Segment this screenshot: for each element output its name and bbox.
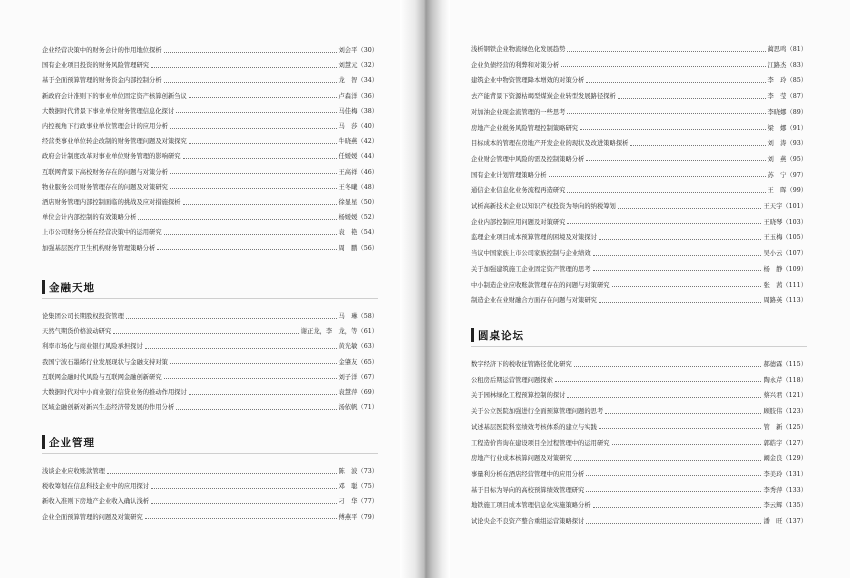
section-marker bbox=[42, 435, 45, 449]
leader-dots bbox=[599, 302, 762, 303]
entry-author-page: 汤依帆（71） bbox=[338, 404, 378, 412]
entry-author-page: 梁 娜（91） bbox=[767, 124, 807, 132]
leader-dots bbox=[145, 348, 337, 349]
entry-title: 工程造价咨询在建设项目全过程管理中的运用研究 bbox=[471, 439, 610, 447]
toc-entry[interactable] bbox=[42, 182, 378, 194]
toc-entry[interactable] bbox=[471, 201, 807, 213]
leader-dots bbox=[574, 460, 762, 461]
toc-entry[interactable] bbox=[471, 280, 807, 292]
leader-dots bbox=[586, 491, 761, 492]
entry-author-page: 王 晖（99） bbox=[767, 187, 807, 195]
entry-title: 物业服务公司财务管理存在的问题及对策研究 bbox=[42, 183, 168, 191]
leader-dots bbox=[189, 394, 337, 395]
entry-title: 监理企业项目成本预算管理的困境及对策探讨 bbox=[471, 234, 597, 242]
leader-dots bbox=[612, 286, 762, 287]
toc-entry[interactable] bbox=[471, 123, 807, 135]
entry-title: 关于加强建筑施工企业固定资产管理的思考 bbox=[471, 265, 591, 273]
leader-dots bbox=[599, 428, 762, 429]
section-heading bbox=[471, 326, 524, 344]
section-title: 金融天地 bbox=[49, 281, 95, 294]
entry-author-page: 管 新（125） bbox=[763, 423, 807, 431]
leader-dots bbox=[593, 270, 762, 271]
leader-dots bbox=[157, 249, 336, 250]
entry-title: 关于公立医院加强进行全面预算管理问题的思考 bbox=[471, 408, 604, 416]
toc-entry[interactable] bbox=[471, 500, 807, 512]
entry-title: 企业内部控制应用问题及对策研究 bbox=[471, 218, 566, 226]
section-heading bbox=[42, 278, 95, 296]
toc-entry[interactable] bbox=[42, 91, 378, 103]
entry-title: 对加油企业现金流管理的一些思考 bbox=[471, 108, 566, 116]
entry-author-page: 金肇友（65） bbox=[338, 358, 378, 366]
entry-title: 互联网金融时代风险与互联网金融创新研究 bbox=[42, 373, 162, 381]
entry-title: 大数据时代对中小商业银行信贷业务的推动作用探讨 bbox=[42, 389, 187, 396]
toc-entry[interactable] bbox=[471, 406, 807, 418]
toc-entry[interactable] bbox=[42, 311, 378, 323]
entry-title: 当议中国家族上市公司家族控制与企业绩效 bbox=[471, 250, 591, 258]
entry-title: 基于全面预算管理的财务资金内部控制分析 bbox=[42, 77, 162, 85]
toc-entry[interactable] bbox=[471, 375, 807, 387]
leader-dots bbox=[618, 208, 762, 209]
leader-dots bbox=[164, 82, 337, 83]
toc-entry[interactable] bbox=[471, 60, 807, 72]
entry-author-page: 郝德霖（115） bbox=[763, 361, 807, 368]
leader-dots bbox=[618, 98, 766, 99]
leader-dots bbox=[586, 523, 761, 524]
entry-author-page: 王玉梅（105） bbox=[763, 234, 807, 242]
entry-title: 互联网背景下高校财务存在的问题与对策分析 bbox=[42, 168, 168, 176]
section-marker bbox=[42, 280, 45, 294]
leader-dots bbox=[567, 192, 765, 193]
entry-title: 我国宁波石墨烯行业发展现状与金融支持对策 bbox=[42, 358, 168, 366]
toc-entry[interactable] bbox=[42, 243, 378, 255]
entry-author-page: 周路英（113） bbox=[763, 297, 807, 305]
leader-dots bbox=[612, 444, 762, 445]
entry-author-page: 牛晓燕（42） bbox=[338, 138, 378, 146]
leader-dots bbox=[189, 143, 337, 144]
leader-dots bbox=[113, 333, 298, 334]
toc-entry[interactable] bbox=[471, 359, 807, 371]
toc-entry[interactable] bbox=[471, 107, 807, 119]
entry-author-page: 陈 波（73） bbox=[338, 468, 378, 475]
entry-title: 事量利分析在酒店经营管理中的应用分析 bbox=[471, 470, 585, 478]
entry-author-page: 杨 静（109） bbox=[763, 265, 807, 273]
leader-dots bbox=[555, 381, 762, 382]
entry-author-page: 陶永芹（118） bbox=[763, 376, 807, 384]
leader-dots bbox=[593, 255, 762, 256]
leader-dots bbox=[586, 475, 761, 476]
entry-title: 企业全面预算管理的问题及对策研究 bbox=[42, 513, 143, 521]
entry-title: 国有企业项目投资的财务风险管理研究 bbox=[42, 62, 150, 70]
entry-title: 浅析钢铁企业物流绿色化发展趋势 bbox=[471, 46, 566, 53]
entry-author-page: 吴小云（107） bbox=[763, 250, 807, 258]
entry-title: 房地产行业成本核算问题及对策研究 bbox=[471, 455, 572, 463]
entry-title: 基于目标为导向的高校预算绩效管理研究 bbox=[471, 486, 585, 494]
toc-entry[interactable] bbox=[42, 341, 378, 353]
entry-author-page: 顾肢伟（123） bbox=[763, 408, 807, 416]
toc-entry[interactable] bbox=[471, 232, 807, 244]
entry-author-page: 袁慧萍（69） bbox=[338, 389, 378, 396]
toc-entry[interactable] bbox=[471, 453, 807, 465]
leader-dots bbox=[630, 145, 765, 146]
toc-entry[interactable] bbox=[42, 167, 378, 179]
entry-title: 新收入准则下房地产企业收入确认浅析 bbox=[42, 498, 150, 506]
leader-dots bbox=[561, 66, 765, 67]
toc-entry[interactable] bbox=[471, 44, 807, 56]
entry-author-page: 王高祥（46） bbox=[338, 168, 378, 176]
leader-dots bbox=[574, 366, 762, 367]
toc-entry[interactable] bbox=[471, 295, 807, 307]
leader-dots bbox=[126, 318, 337, 319]
entry-author-page: 蔡兴君（121） bbox=[763, 392, 807, 400]
toc-entry[interactable] bbox=[471, 264, 807, 276]
entry-title: 大数据时代背景下事业单位财务管理信息化探讨 bbox=[42, 107, 175, 115]
toc-entry[interactable] bbox=[42, 481, 378, 493]
entry-title: 房地产企业税务风险管理控制策略研究 bbox=[471, 124, 579, 132]
entry-author-page: 马 莎（40） bbox=[338, 123, 378, 130]
entry-title: 去产能背景下资源枯竭型煤炭企业转型发展路径探析 bbox=[471, 93, 616, 101]
leader-dots bbox=[170, 363, 337, 364]
entry-title: 数字经济下的税收征管路径优化研究 bbox=[471, 361, 572, 368]
toc-entry[interactable] bbox=[42, 151, 378, 163]
toc-entry[interactable] bbox=[42, 402, 378, 414]
toc-entry[interactable] bbox=[471, 469, 807, 481]
toc-entry[interactable] bbox=[42, 372, 378, 384]
toc-entry[interactable] bbox=[42, 387, 378, 399]
toc-entry[interactable] bbox=[42, 60, 378, 72]
entry-author-page: 李晓娜（89） bbox=[767, 108, 807, 116]
toc-entry[interactable] bbox=[471, 390, 807, 402]
toc-entry[interactable] bbox=[471, 185, 807, 197]
toc-entry[interactable] bbox=[471, 138, 807, 150]
entry-title: 浅谈企业应收账款管理 bbox=[42, 468, 105, 475]
section-rule bbox=[42, 298, 378, 299]
section-rule bbox=[42, 453, 378, 454]
entry-author-page: 苏 宁（97） bbox=[767, 171, 807, 179]
entry-title: 公租房后期运营管理问题探索 bbox=[471, 376, 553, 384]
entry-author-page: 潘 旺（137） bbox=[763, 518, 807, 525]
entry-author-page: 张 茜（111） bbox=[763, 281, 807, 289]
leader-dots bbox=[549, 176, 766, 177]
book-gutter bbox=[400, 0, 450, 578]
entry-title: 地铁施工项目成本管理信息化实施策略分析 bbox=[471, 502, 591, 510]
entry-title: 内控视角下行政事业单位管理会计的应用分析 bbox=[42, 123, 168, 130]
entry-title: 酒店财务管理内部控制面临的挑战及应对措施探析 bbox=[42, 199, 181, 206]
entry-title: 加强基层医疗卫生机构财务管理策略分析 bbox=[42, 244, 156, 252]
entry-author-page: 李秀萍（133） bbox=[763, 486, 807, 494]
toc-entry[interactable] bbox=[42, 496, 378, 508]
leader-dots bbox=[170, 173, 337, 174]
entry-title: 企业负债经营的利弊和对策分析 bbox=[471, 61, 560, 69]
toc-entry[interactable] bbox=[471, 438, 807, 450]
entry-author-page: 刘子洋（67） bbox=[338, 373, 378, 381]
entry-author-page: 徐显星（50） bbox=[338, 199, 378, 206]
toc-entry[interactable] bbox=[42, 326, 378, 338]
entry-title: 国有企业计划管理策略分析 bbox=[471, 171, 547, 179]
entry-author-page: 王晓琴（103） bbox=[763, 218, 807, 226]
leader-dots bbox=[107, 473, 337, 474]
entry-title: 上市公司财务分析在经营决策中的运用研究 bbox=[42, 229, 162, 237]
leader-dots bbox=[151, 503, 336, 504]
leader-dots bbox=[580, 129, 765, 130]
toc-entry[interactable] bbox=[42, 357, 378, 369]
leader-dots bbox=[586, 82, 765, 83]
entry-author-page: 刘会平（30） bbox=[338, 47, 378, 54]
entry-author-page: 刘慧元（32） bbox=[338, 62, 378, 70]
toc-entry[interactable] bbox=[42, 106, 378, 118]
entry-author-page: 刁 华（77） bbox=[338, 498, 378, 506]
leader-dots bbox=[567, 397, 761, 398]
section-heading bbox=[42, 433, 95, 451]
entry-author-page: 马佳梅（38） bbox=[338, 107, 378, 115]
entry-title: 单位会计内部控制的有效策略分析 bbox=[42, 214, 137, 222]
leader-dots bbox=[170, 188, 337, 189]
entry-title: 建筑企业中物资管理降本增效的对策分析 bbox=[471, 77, 585, 85]
leader-dots bbox=[567, 113, 765, 114]
entry-author-page: 李云辉（135） bbox=[763, 502, 807, 510]
entry-author-page: 周 鹏（56） bbox=[338, 244, 378, 252]
leader-dots bbox=[567, 223, 761, 224]
entry-author-page: 李 玲（85） bbox=[767, 77, 807, 85]
entry-title: 通信企业信息化业务流程再造研究 bbox=[471, 187, 566, 195]
leader-dots bbox=[164, 378, 337, 379]
leader-dots bbox=[189, 97, 337, 98]
leader-dots bbox=[138, 219, 336, 220]
entry-title: 政府会计制度改革对事业单位财务管理的影响研究 bbox=[42, 153, 181, 161]
entry-author-page: 王天宇（101） bbox=[763, 203, 807, 210]
leader-dots bbox=[151, 488, 336, 489]
leader-dots bbox=[599, 239, 762, 240]
entry-author-page: 李 莹（87） bbox=[767, 93, 807, 101]
entry-title: 税收筹划在信息科技企业中的应用探讨 bbox=[42, 483, 150, 491]
toc-entry[interactable] bbox=[471, 75, 807, 87]
leader-dots bbox=[176, 409, 336, 410]
entry-author-page: 谢正龙，李 龙，等（61） bbox=[300, 328, 378, 336]
entry-title: 利率市场化与商业银行风险承担探讨 bbox=[42, 343, 143, 351]
entry-author-page: 袁 艳（54） bbox=[338, 229, 378, 237]
leader-dots bbox=[145, 518, 337, 519]
entry-author-page: 卢森洋（36） bbox=[338, 92, 378, 100]
entry-author-page: 龙 智（34） bbox=[338, 77, 378, 85]
leader-dots bbox=[164, 234, 337, 235]
entry-title: 目标成本的管理在房地产开发企业的现状及改进策略探析 bbox=[471, 140, 629, 148]
leader-dots bbox=[593, 507, 762, 508]
leader-dots bbox=[170, 128, 337, 129]
section-title: 圆桌论坛 bbox=[478, 329, 524, 342]
entry-title: 区域金融创新对新兴生态经济带发展的作用分析 bbox=[42, 404, 175, 412]
leader-dots bbox=[567, 51, 765, 52]
section-title: 企业管理 bbox=[49, 436, 95, 449]
entry-author-page: 黄光敏（63） bbox=[338, 343, 378, 351]
entry-author-page: 邓 聪（75） bbox=[338, 483, 378, 491]
toc-entry[interactable] bbox=[42, 45, 378, 57]
entry-title: 制造企业在业财融合方面存在问题与对策研究 bbox=[471, 297, 597, 305]
toc-entry[interactable] bbox=[471, 170, 807, 182]
entry-title: 中小制造企业应收账款管理存在的问题与对策研究 bbox=[471, 281, 610, 289]
entry-title: 试论央企不良资产整合重组运营策略探讨 bbox=[471, 518, 585, 525]
leader-dots bbox=[151, 67, 336, 68]
toc-entry[interactable] bbox=[42, 197, 378, 209]
leader-dots bbox=[176, 112, 336, 113]
toc-entry[interactable] bbox=[471, 516, 807, 528]
leader-dots bbox=[183, 204, 337, 205]
entry-title: 关于园林绿化工程预算控制的探讨 bbox=[471, 392, 566, 400]
entry-author-page: 刘 燕（95） bbox=[767, 155, 807, 163]
entry-author-page: 刘 涛（93） bbox=[767, 140, 807, 148]
entry-title: 经营类事业单位转企改制的财务管理问题及对策探究 bbox=[42, 138, 187, 146]
entry-author-page: 任媛媛（44） bbox=[338, 153, 378, 161]
entry-title: 天然气期货价格波动研究 bbox=[42, 328, 112, 336]
entry-author-page: 蔺思鸣（81） bbox=[767, 46, 807, 53]
section-rule bbox=[471, 346, 807, 347]
toc-entry[interactable] bbox=[471, 485, 807, 497]
entry-author-page: 江路杰（83） bbox=[767, 61, 807, 69]
entry-author-page: 傅燕平（79） bbox=[338, 513, 378, 521]
toc-entry[interactable] bbox=[471, 422, 807, 434]
entry-title: 试析高新技术企业以知识产权投资为导向的纳税筹划 bbox=[471, 203, 616, 210]
leader-dots bbox=[586, 160, 765, 161]
section-marker bbox=[471, 328, 474, 342]
entry-author-page: 李美玲（131） bbox=[763, 470, 807, 478]
toc-entry[interactable] bbox=[42, 212, 378, 224]
toc-entry[interactable] bbox=[42, 227, 378, 239]
entry-author-page: 王冬曦（48） bbox=[338, 183, 378, 191]
entry-author-page: 郭皓宇（127） bbox=[763, 439, 807, 447]
toc-entry[interactable] bbox=[471, 154, 807, 166]
leader-dots bbox=[183, 158, 337, 159]
entry-title: 企业经营决策中的财务会计的作用地位探析 bbox=[42, 47, 162, 54]
toc-entry[interactable] bbox=[471, 91, 807, 103]
entry-author-page: 杨媛媛（52） bbox=[338, 214, 378, 222]
entry-author-page: 阚金良（129） bbox=[763, 455, 807, 463]
toc-entry[interactable] bbox=[471, 217, 807, 229]
entry-title: 论集团公司长期股权投资管理 bbox=[42, 313, 124, 320]
toc-entry[interactable] bbox=[42, 136, 378, 148]
entry-title: 新政府会计准则下的事业单位固定资产核算创新刍议 bbox=[42, 92, 187, 100]
toc-entry[interactable] bbox=[42, 466, 378, 478]
entry-title: 试述基层医院科室绩效考核体系的建立与实践 bbox=[471, 423, 597, 431]
leader-dots bbox=[164, 52, 337, 53]
entry-author-page: 马 琳（58） bbox=[338, 313, 378, 320]
toc-entry[interactable] bbox=[42, 121, 378, 133]
toc-entry[interactable] bbox=[42, 512, 378, 524]
toc-entry[interactable] bbox=[42, 75, 378, 87]
toc-entry[interactable] bbox=[471, 248, 807, 260]
leader-dots bbox=[605, 413, 761, 414]
entry-title: 企业财会管理中风险的需及控制策略分析 bbox=[471, 155, 585, 163]
